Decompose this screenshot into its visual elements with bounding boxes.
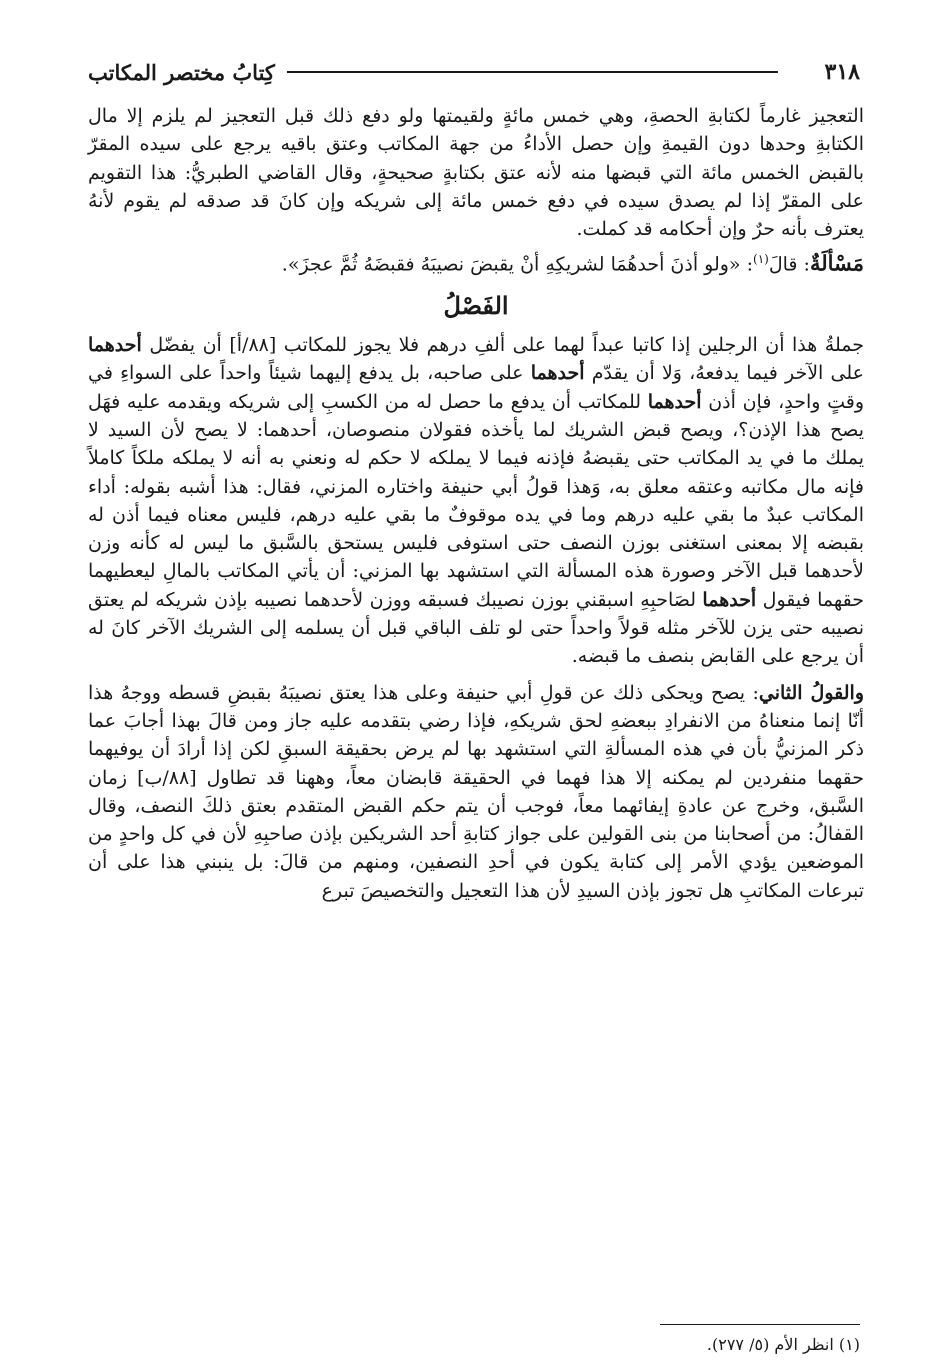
page-number: ٣١٨ (824, 59, 860, 85)
p3-part-c: على صاحبه، بل يدفع إليهما شيئاً واحداً على السواءِ في وقتٍ واحدٍ، فإن أذن (88, 362, 864, 413)
masala-label: مَسْألَةٌ (809, 250, 864, 276)
p3-part-e: لصَاحبِهِ اسبقني بوزن نصيبك فسبقه ووزن لأحدهما نصيبه بإذن شريكه لم يعتق نصيبه حتى يزن للآخر مثله قولاً واحداً حتى لو تلف الباقي قبل أن يسلمه إلى الشريك الآخر كانَ له أن يرجع على القابض بنصف ما قبضه. (88, 588, 864, 668)
section-heading: الفَصْلُ (443, 291, 509, 321)
bold-term: أحدهما (702, 588, 757, 611)
masala-intro: : قالَ (768, 253, 810, 276)
header-rule (287, 71, 778, 73)
bold-term: أحدهما (647, 390, 702, 413)
p3-part-b: على الآخر فيما يدفعهُ، وَلا أن يقدّم (591, 362, 864, 385)
p3-part-a: جملةُ هذا أن الرجلين إذا كاتبا عبداً لهما على ألفِ درهم فلا يجوز للمكاتب [٨٨/أ] أن يفضّل (149, 334, 864, 357)
p3-part-d: للمكاتب أن يدفع ما حصل له من الكسبِ إلى شريكه ويقدمه عليه فهَل يصح هذا الإذن؟، ويصح قبض الشريك لما يأخذه فقولان منصوصان، أحدهما: لا يصح لأن السيد لا يملك ما في يد المكاتب حتى يقبضهُ فإذنه فيما لا يملكه لا حكم له ونعني به أنه لا يملكه ملكاً كاملاً فإنه مال مكاتبه وعتقه معلق به، وَهذا قولُ أبي حنيفة واختاره المزني، فقال: هذا أشبه بقوله: أداء المكاتب عبدٌ ما بقي عليه درهم وما في يده موقوفٌ ما بقي عليه درهم، فليس معناه فيما أذن له بقبضه إلا بمعنى استغنى بوزن النصف حتى استوفى فليس يستحق بالسَّبق ما ليس له كأنه وزن لأحدهما قبل الآخر وصورة هذه المسألة التي استشهد بها المزني: أن يأتي المكاتب بالمالِ ليعطيهما حقهما فيقول (88, 390, 864, 611)
footnote-marker: (١) (753, 252, 769, 267)
bold-term: أحدهما (530, 362, 585, 385)
paragraph-4 (88, 679, 864, 905)
paragraph-1: التعجيز غارماً لكتابةِ الحصةِ، وهي خمس مائةٍ ولقيمتها ولو دفع ذلك قبل التعجيز لم يلزم إلا مال الكتابةِ وحدها دون القيمةِ وإن حصل الأداءُ من جهة المكاتب وعتق باقيه يرجع على سيده المقرّ بالقبض الخمس مائة التي قبضها منه لأنه عتق بكتابةٍ صحيحةٍ، وقال القاضي الطبريُّ: هذا التقويم على المقرّ إذا لم يصدق سيده في دفع خمس مائة إلى شريكه وإن كانَ قد صدقه لم يقوم لأنهُ يعترف بأنه حرٌ وإن أحكامه قد كملت. (88, 105, 864, 241)
masala-line (88, 245, 864, 279)
second-opinion-label: والقولُ الثاني (758, 681, 864, 704)
masala-quote: : «ولو أذنَ أحدهُمَا لشريكِهِ أنْ يقبضَ نصيبَهُ فقبضَهُ ثُمَّ عجزَ». (281, 253, 753, 276)
footnote-separator (660, 1324, 860, 1325)
footnote: (١) انظر الأم (٥/ ٢٧٧). (706, 1335, 860, 1354)
p4-text: : يصح ويحكى ذلك عن قولِ أبي حنيفة وعلى هذا يعتق نصيبَهُ بقبضِ قسطه ووجهُ هذا أنّا إنما منعناهُ من الانفرادِ ببعضهِ لحق شريكهِ، فإذا رضي بتقدمه عليه جاز ومن قالَ بهذا أجابَ عما ذكر المزنيُّ بأن في هذه المسألةِ التي استشهد بها لم يرض بحقيقة السبقِ لكن إذا أرادَ أن يوفيهما حقهما منفردين لم يمكنه إلا هذا فهما في الحقيقة قابضان معاً، وههنا قد تطاول [٨٨/ب] زمان السَّبق، وخرج عن عادةِ إيفائهما معاً، فوجب أن يتم حكم القبض المتقدم بعتق ذلكَ النصف، وقال القفالُ: من أصحابنا من بنى القولين على جواز كتابةِ أحد الشريكين بإذن صاحبِهِ لأن في كل واحدٍ من الموضعين يؤدي الأمر إلى كتابة يكون في أحدِ النصفين، ومنهم من قالَ: بل ينبني هذا على أن تبرعات المكاتبِ هل تجوز بإذن السيدِ لأن هذا التعجيل والتخصيصَ تبرع (88, 681, 864, 902)
paragraph-3 (88, 331, 864, 671)
main-text (88, 102, 864, 905)
running-header (88, 52, 860, 92)
bold-term: أحدهما (88, 334, 142, 357)
running-title: كِتابُ مختصر المكاتب (88, 59, 275, 85)
